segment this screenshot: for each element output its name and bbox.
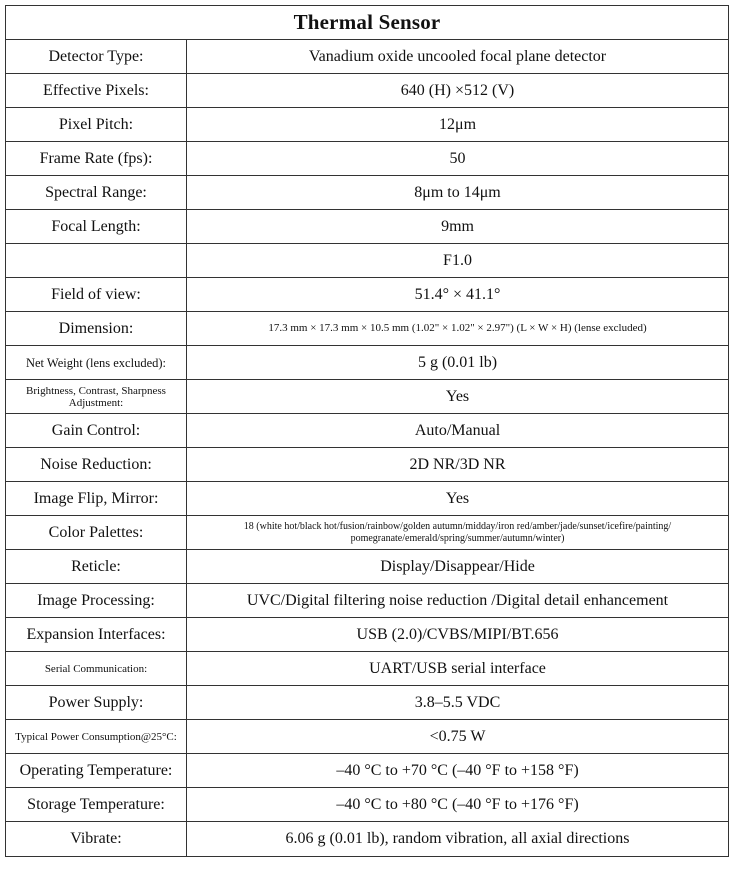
spec-value: USB (2.0)/CVBS/MIPI/BT.656 (187, 618, 729, 652)
spec-value: 9mm (187, 210, 729, 244)
table-row (6, 74, 729, 108)
table-row (6, 584, 729, 618)
spec-label: Field of view: (6, 278, 187, 312)
spec-label: Typical Power Consumption@25°C: (6, 720, 187, 754)
spec-label: Noise Reduction: (6, 448, 187, 482)
spec-value: 17.3 mm × 17.3 mm × 10.5 mm (1.02" × 1.02" × 2.97") (L × W × H) (lense excluded) (187, 312, 729, 346)
spec-label: Effective Pixels: (6, 74, 187, 108)
table-row (6, 788, 729, 822)
spec-label: Net Weight (lens excluded): (6, 346, 187, 380)
table-row (6, 720, 729, 754)
spec-value: Display/Disappear/Hide (187, 550, 729, 584)
spec-label: Gain Control: (6, 414, 187, 448)
table-row (6, 210, 729, 244)
spec-label: Image Flip, Mirror: (6, 482, 187, 516)
table-header-row (6, 6, 729, 40)
spec-value: –40 °C to +80 °C (–40 °F to +176 °F) (187, 788, 729, 822)
spec-label: Image Processing: (6, 584, 187, 618)
spec-label: Reticle: (6, 550, 187, 584)
spec-label: Operating Temperature: (6, 754, 187, 788)
table-row (6, 754, 729, 788)
spec-label (6, 244, 187, 278)
table-row (6, 618, 729, 652)
spec-value: Auto/Manual (187, 414, 729, 448)
spec-value: 18 (white hot/black hot/fusion/rainbow/golden autumn/midday/iron red/amber/jade/sunset/icefire/painting/ pomegranate/emerald/spring/summer/autumn/winter) (187, 516, 729, 550)
spec-value: 6.06 g (0.01 lb), random vibration, all axial directions (187, 822, 729, 857)
spec-table-body (6, 40, 729, 857)
spec-value: 50 (187, 142, 729, 176)
table-row (6, 278, 729, 312)
spec-label: Vibrate: (6, 822, 187, 857)
spec-label: Spectral Range: (6, 176, 187, 210)
table-row (6, 40, 729, 74)
table-row (6, 414, 729, 448)
spec-label: Power Supply: (6, 686, 187, 720)
table-row (6, 550, 729, 584)
table-row (6, 482, 729, 516)
spec-label: Dimension: (6, 312, 187, 346)
spec-value: 2D NR/3D NR (187, 448, 729, 482)
spec-label: Frame Rate (fps): (6, 142, 187, 176)
spec-value: Yes (187, 380, 729, 414)
spec-label: Detector Type: (6, 40, 187, 74)
table-row (6, 346, 729, 380)
spec-value: 8μm to 14μm (187, 176, 729, 210)
table-row (6, 312, 729, 346)
spec-value: 51.4° × 41.1° (187, 278, 729, 312)
table-title: Thermal Sensor (6, 6, 729, 40)
table-row (6, 108, 729, 142)
table-row (6, 244, 729, 278)
spec-label: Serial Communication: (6, 652, 187, 686)
table-row (6, 516, 729, 550)
spec-value: UART/USB serial interface (187, 652, 729, 686)
spec-label: Brightness, Contrast, Sharpness Adjustment: (6, 380, 187, 414)
spec-label: Color Palettes: (6, 516, 187, 550)
spec-label: Pixel Pitch: (6, 108, 187, 142)
table-row (6, 448, 729, 482)
spec-value: Yes (187, 482, 729, 516)
thermal-sensor-spec-table (5, 5, 729, 857)
spec-value: F1.0 (187, 244, 729, 278)
spec-label: Storage Temperature: (6, 788, 187, 822)
table-row (6, 686, 729, 720)
table-row (6, 142, 729, 176)
spec-sheet (5, 5, 728, 857)
spec-label: Focal Length: (6, 210, 187, 244)
spec-value: <0.75 W (187, 720, 729, 754)
spec-value: UVC/Digital filtering noise reduction /Digital detail enhancement (187, 584, 729, 618)
table-row (6, 822, 729, 857)
spec-value: 5 g (0.01 lb) (187, 346, 729, 380)
spec-value: 3.8–5.5 VDC (187, 686, 729, 720)
spec-value: 640 (H) ×512 (V) (187, 74, 729, 108)
spec-value: Vanadium oxide uncooled focal plane detector (187, 40, 729, 74)
spec-label: Expansion Interfaces: (6, 618, 187, 652)
spec-value: 12μm (187, 108, 729, 142)
table-row (6, 176, 729, 210)
spec-value: –40 °C to +70 °C (–40 °F to +158 °F) (187, 754, 729, 788)
table-row (6, 652, 729, 686)
table-row (6, 380, 729, 414)
